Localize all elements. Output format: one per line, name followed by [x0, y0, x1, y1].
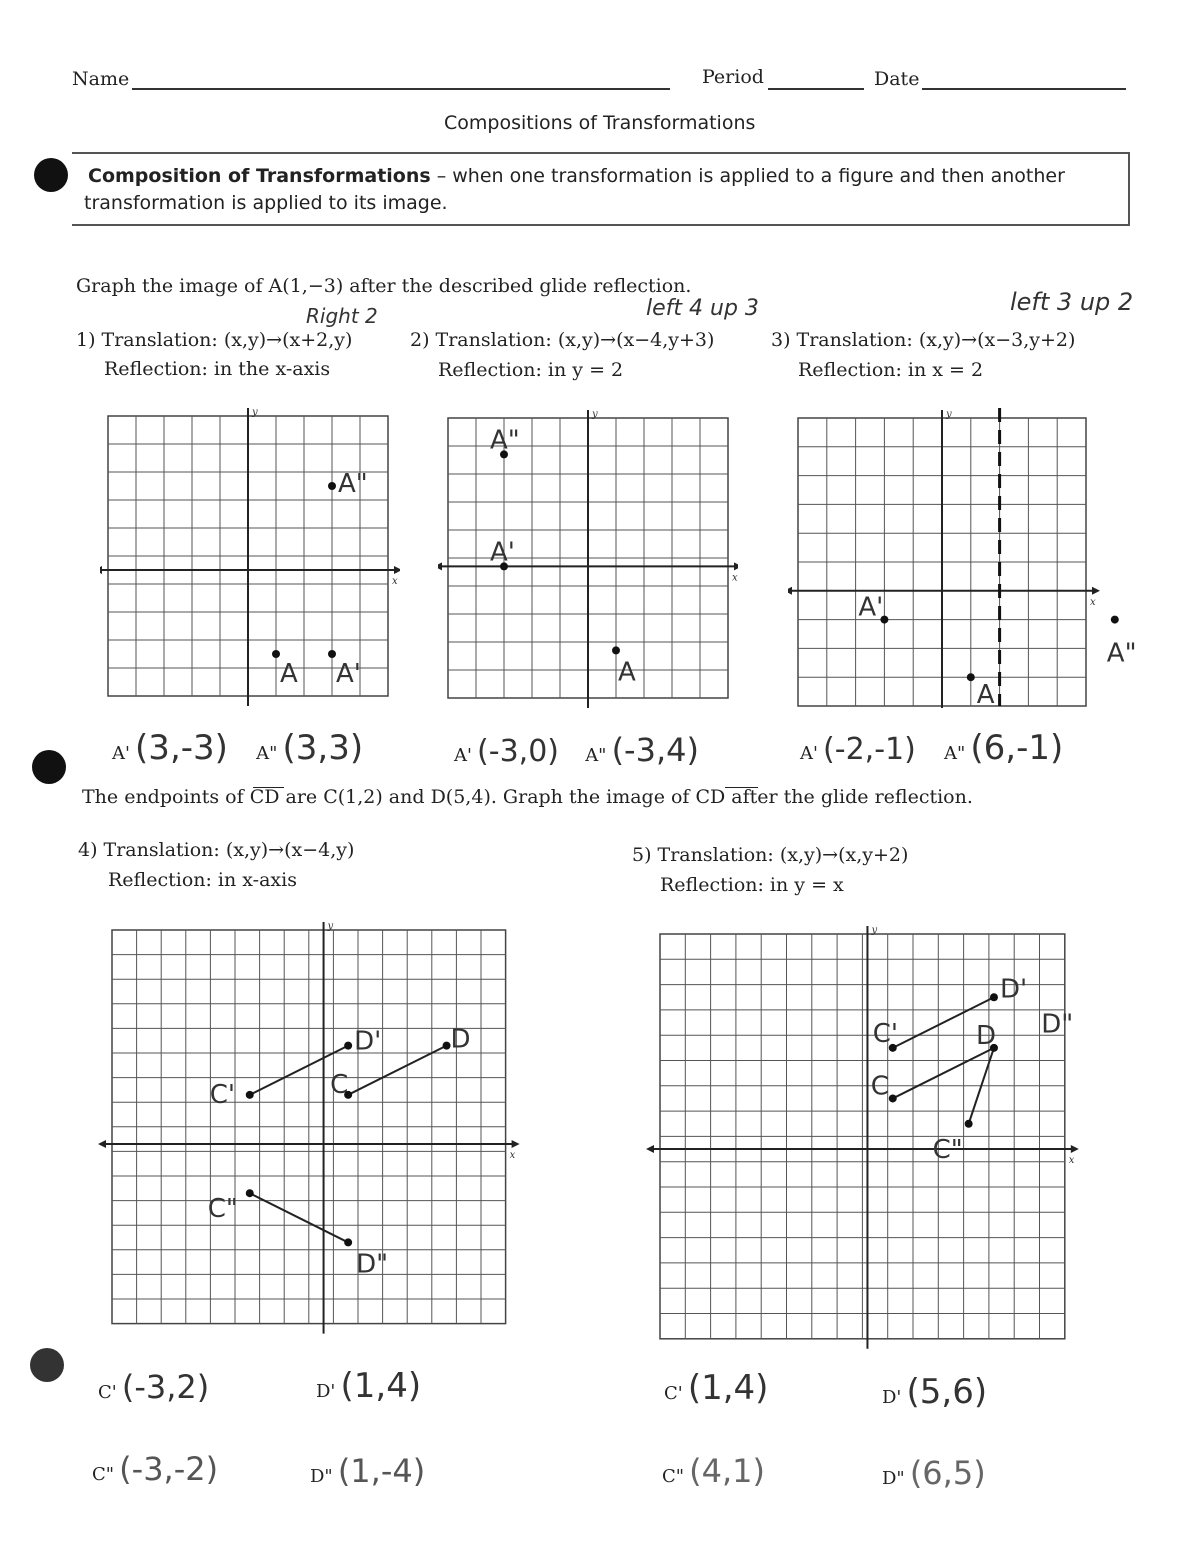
point-c-double-prime — [246, 1189, 254, 1197]
label-a-double-prime: A" — [490, 425, 520, 456]
point-d-double-prime — [344, 1238, 352, 1246]
problem1-answers — [112, 728, 363, 768]
label-d: D — [450, 1024, 471, 1055]
problem3-a1-label: A' — [800, 743, 818, 764]
problem4-d1-answer[interactable]: (1,4) — [340, 1366, 422, 1406]
label-d: D — [975, 1020, 996, 1051]
punch-hole-bottom — [30, 1348, 64, 1382]
punch-hole-top — [34, 158, 68, 192]
label-c: C — [870, 1071, 889, 1102]
problem4-c1-label: C' — [98, 1382, 117, 1403]
point-a — [272, 650, 280, 658]
problem2-a2-label: A" — [585, 745, 607, 766]
label-a-double-prime: A" — [1106, 638, 1137, 669]
label-a-prime: A' — [336, 659, 361, 689]
punch-hole-middle — [32, 750, 66, 784]
point-a-prime — [328, 650, 336, 658]
cd-overline-1 — [253, 787, 284, 788]
point-d — [443, 1042, 451, 1050]
problem4-c2-label: C" — [92, 1464, 115, 1485]
problem1-a1-label: A' — [112, 743, 130, 764]
problem3-a2-label: A" — [944, 743, 966, 764]
x-axis-arrow-right — [512, 1140, 520, 1148]
x-axis-arrow-left — [438, 562, 442, 570]
label-a-prime: A' — [490, 537, 515, 568]
label-d-double-prime: D" — [1041, 1009, 1074, 1040]
problem4-d1-label: D' — [316, 1381, 336, 1402]
problem5-d2 — [882, 1454, 986, 1492]
problem5-c1-label: C' — [664, 1383, 683, 1404]
problem2-a1-answer[interactable]: (-3,0) — [477, 734, 559, 769]
problem2-answers — [454, 731, 699, 769]
problem5-d2-label: D" — [882, 1468, 905, 1489]
period-label: Period — [702, 66, 764, 88]
problem1-reflection: Reflection: in the x-axis — [104, 358, 331, 380]
problem4-translation: 4) Translation: (x,y)→(x−4,y) — [78, 839, 355, 861]
cd-overline-2 — [725, 787, 758, 788]
x-axis-arrow-left — [100, 566, 102, 574]
problem4-c2-answer[interactable]: (-3,-2) — [119, 1450, 219, 1488]
x-axis-arrow-right — [1071, 1145, 1079, 1153]
date-line[interactable] — [922, 88, 1126, 90]
problem2-a2-answer[interactable]: (-3,4) — [611, 731, 699, 769]
label-a: A — [280, 659, 298, 689]
page-title: Compositions of Transformations — [444, 112, 756, 134]
problem5-c1 — [664, 1368, 768, 1408]
problem3-answers — [800, 728, 1063, 768]
problem5-c2-answer[interactable]: (4,1) — [689, 1452, 766, 1490]
point-c-double-prime — [965, 1120, 973, 1128]
problem5-c2 — [662, 1452, 765, 1490]
problem3-reflection: Reflection: in x = 2 — [798, 359, 984, 381]
problem5-translation: 5) Translation: (x,y)→(x,y+2) — [632, 844, 909, 866]
problem1-a1-answer[interactable]: (3,-3) — [135, 728, 228, 768]
label-c-prime: C' — [872, 1018, 899, 1049]
x-axis-label: x — [392, 576, 398, 587]
problem3-note: left 3 up 2 — [1010, 288, 1134, 316]
y-axis-label: y — [327, 921, 334, 932]
label-c-double-prime: C" — [207, 1194, 238, 1225]
problem4-d1 — [316, 1366, 421, 1406]
problem5-d1-answer[interactable]: (5,6) — [906, 1372, 988, 1412]
graph-problem-5[interactable] — [640, 916, 1080, 1362]
definition-term: Composition of Transformations — [88, 165, 431, 187]
label-a: A — [976, 680, 995, 708]
problem4-d2-answer[interactable]: (1,-4) — [337, 1452, 426, 1490]
y-axis-label: y — [871, 925, 878, 936]
point-a-double-prime — [1111, 616, 1119, 624]
name-label: Name — [72, 68, 130, 90]
problem1-note: Right 2 — [306, 304, 378, 328]
date-label: Date — [874, 68, 920, 90]
problem3-a2-answer[interactable]: (6,-1) — [970, 728, 1064, 768]
definition-line-2: transformation is applied to its image. — [84, 192, 448, 214]
problem4-d2-label: D" — [310, 1466, 333, 1487]
label-a-prime: A' — [858, 592, 884, 623]
x-axis-arrow-left — [646, 1145, 654, 1153]
problem1-a2-label: A" — [256, 743, 278, 764]
point-d-prime — [990, 993, 998, 1001]
problem1-translation: 1) Translation: (x,y)→(x+2,y) — [76, 329, 353, 351]
label-a-double-prime: A" — [338, 469, 368, 499]
problem4-c1 — [98, 1368, 209, 1406]
section2-instruction: The endpoints of CD are C(1,2) and D(5,4). Graph the image of CD after the glide reflection. — [82, 786, 973, 808]
problem5-d1 — [882, 1372, 987, 1412]
point-d-prime — [344, 1042, 352, 1050]
point-a — [967, 673, 975, 681]
problem1-a2-answer[interactable]: (3,3) — [282, 728, 364, 768]
graph-problem-4[interactable] — [92, 912, 532, 1358]
problem4-c1-answer[interactable]: (-3,2) — [121, 1368, 210, 1406]
definition-line-1 — [88, 165, 1065, 187]
x-axis-arrow-right — [1092, 587, 1100, 595]
y-axis-label: y — [946, 409, 952, 420]
point-a — [612, 646, 620, 654]
problem3-a1-answer[interactable]: (-2,-1) — [823, 732, 916, 767]
y-axis-label: y — [252, 408, 258, 418]
problem4-c2 — [92, 1450, 218, 1488]
label-c-double-prime: C" — [932, 1134, 963, 1165]
label-d-prime: D' — [999, 974, 1028, 1005]
y-axis-label: y — [592, 409, 598, 420]
problem2-a1-label: A' — [454, 745, 472, 766]
point-c-prime — [246, 1091, 254, 1099]
label-a: A — [618, 657, 636, 688]
definition-text: – when one transformation is applied to a figure and then another — [430, 165, 1065, 187]
label-c-prime: C' — [209, 1079, 236, 1110]
x-axis-label: x — [1090, 596, 1096, 608]
problem3-translation: 3) Translation: (x,y)→(x−3,y+2) — [771, 329, 1076, 351]
problem5-c2-label: C" — [662, 1466, 685, 1487]
label-d-prime: D' — [354, 1026, 382, 1057]
label-d-double-prime: D" — [356, 1249, 389, 1280]
point-a-double-prime — [328, 482, 336, 490]
name-line[interactable] — [132, 88, 670, 90]
x-axis-arrow-right — [394, 566, 400, 574]
x-axis-arrow-left — [788, 587, 792, 595]
definition-box — [72, 152, 1130, 226]
graph-problem-3[interactable] — [788, 408, 1148, 708]
problem5-d1-label: D' — [882, 1387, 902, 1408]
x-axis-label: x — [509, 1150, 516, 1162]
period-line[interactable] — [768, 88, 864, 90]
problem2-note: left 4 up 3 — [646, 296, 759, 321]
problem5-c1-answer[interactable]: (1,4) — [687, 1368, 769, 1408]
x-axis-label: x — [732, 572, 738, 584]
section1-instruction: Graph the image of A(1,−3) after the described glide reflection. — [76, 275, 692, 297]
problem2-reflection: Reflection: in y = 2 — [438, 359, 624, 381]
graph-problem-1[interactable] — [100, 408, 400, 708]
graph-problem-2[interactable] — [438, 404, 738, 714]
x-axis-arrow-left — [98, 1140, 106, 1148]
problem5-reflection: Reflection: in y = x — [660, 874, 844, 896]
problem2-translation: 2) Translation: (x,y)→(x−4,y+3) — [410, 329, 715, 351]
problem4-d2 — [310, 1452, 425, 1490]
x-axis-arrow-right — [734, 562, 738, 570]
problem5-d2-answer[interactable]: (6,5) — [909, 1454, 986, 1492]
problem4-reflection: Reflection: in x-axis — [108, 869, 297, 891]
x-axis-label: x — [1068, 1155, 1075, 1167]
point-c — [889, 1094, 897, 1102]
label-c: C — [330, 1069, 349, 1100]
